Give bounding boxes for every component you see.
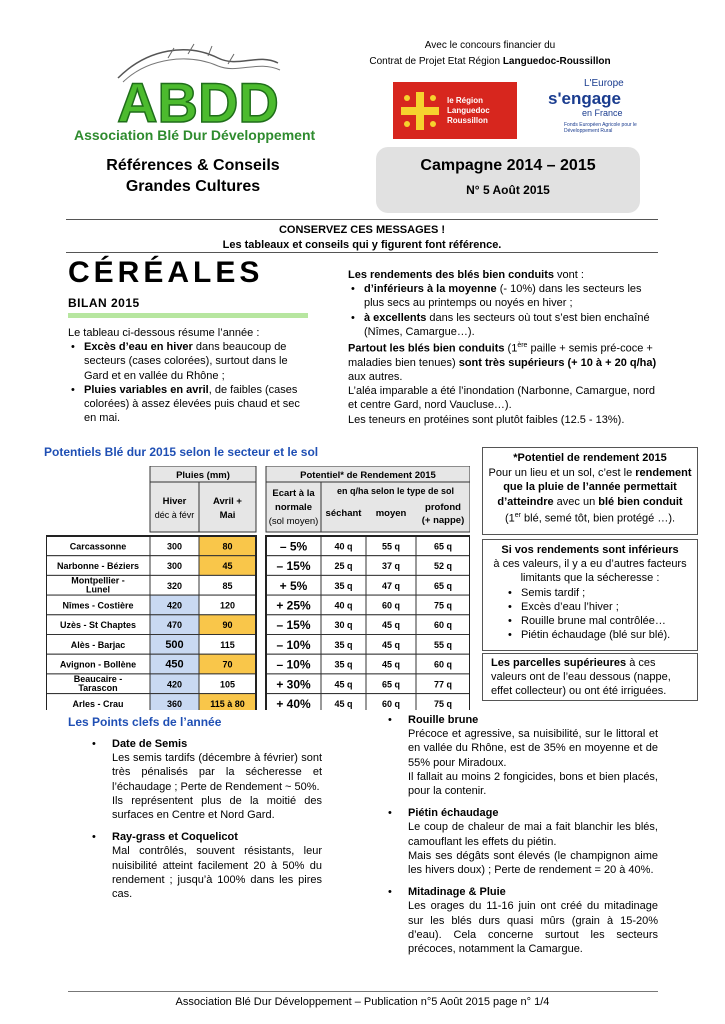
europe-logo: L'Europe s'engage en France Fonds Européen Agricole pour le Développement Rural bbox=[548, 78, 637, 134]
header-profond: profond bbox=[425, 502, 461, 513]
sector-label: Avignon - Bollène bbox=[59, 659, 137, 670]
intro-text: Le tableau ci-dessous résume l’année : • Excès d’eau en hiver dans beaucoup de secteurs (cases colorées), surtout dans le Gard et en vallée du Rhône ; • Pluies variables en avril, de faibles (cases colorées) à assez élevées puis chaud et sec en mai. bbox=[68, 326, 306, 425]
keypoint-body: Mais ses dégâts sont élevés (le champignon aime les hivers doux) ; Perte de rendement = 20 à 40%. bbox=[408, 849, 658, 877]
sechant-value: 35 q bbox=[334, 580, 353, 591]
sector-label: Montpellier - bbox=[71, 575, 125, 586]
profond-value: 55 q bbox=[433, 639, 453, 650]
keypoint-body: Mal contrôlés, souvent résistants, leur nuisibilité atteint facilement 20 à 50% du rendement ; jusqu’à 100% dans les pires cas. bbox=[112, 845, 322, 901]
keypoint-body: Les semis tardifs (décembre à février) sont très pénalisés par la sécheresse et l’échaudage ; Perte de Rendement ~ 50%. bbox=[112, 752, 322, 793]
header-avril-sub: Mai bbox=[219, 510, 236, 521]
keypoint-heading: • Mitadinage & Pluie bbox=[408, 886, 506, 899]
avril-value: 70 bbox=[222, 659, 233, 670]
header-ecart: (sol moyen) bbox=[268, 516, 319, 527]
sechant-value: 35 q bbox=[334, 639, 353, 650]
potentials-title: Potentiels Blé dur 2015 selon le secteur et le sol bbox=[44, 445, 319, 459]
hiver-value: 450 bbox=[165, 658, 184, 671]
region-logo: le Région Languedoc Roussillon bbox=[393, 82, 517, 139]
logo-subtitle: Association Blé Dur Développement bbox=[74, 127, 316, 143]
divider bbox=[66, 219, 658, 220]
sector-label: Tarascon bbox=[78, 682, 118, 693]
avril-value: 120 bbox=[219, 600, 236, 611]
potential-callout: *Potentiel de rendement 2015 Pour un lieu et un sol, c’est le rendement que la pluie de l’année permettait d’atteindre avec un blé bien conduit (1er blé, semé tôt, bien protégé …). bbox=[482, 447, 698, 535]
page-title: CÉRÉALES bbox=[68, 256, 264, 289]
section-title: BILAN 2015 bbox=[68, 296, 140, 310]
occitan-cross-icon bbox=[399, 90, 441, 132]
logo-text: ABDD bbox=[117, 71, 279, 128]
moyen-value: 45 q bbox=[381, 659, 401, 670]
avril-value: 115 à 80 bbox=[210, 698, 245, 709]
ecart-value: – 10% bbox=[276, 657, 311, 672]
header-hiver: Hiver bbox=[162, 496, 187, 507]
header-avril: Avril + bbox=[213, 496, 242, 507]
hiver-value: 360 bbox=[166, 698, 183, 709]
ecart-value: – 5% bbox=[279, 539, 308, 554]
keypoint-heading: • Ray-grass et Coquelicot bbox=[112, 831, 238, 844]
moyen-value: 47 q bbox=[381, 580, 401, 591]
sechant-value: 45 q bbox=[334, 698, 353, 709]
factor-item: • Piétin échaudage (blé sur blé). bbox=[505, 628, 689, 642]
header-sechant: séchant bbox=[325, 508, 362, 519]
footer: Association Blé Dur Développement – Publication n°5 Août 2015 page n° 1/4 bbox=[175, 996, 550, 1008]
keypoint-body: Ils représentent plus de la moitié des surfaces en Centre et Nord Gard. bbox=[112, 794, 322, 822]
sector-label: Nîmes - Costière bbox=[62, 600, 134, 611]
lower-yield-box: Si vos rendements sont inférieurs à ces valeurs, il y a eu d’autres facteurs limitants que la sécheresse : • Semis tardif ; • Excès d’eau l’hiver ; • Rouille brune mal contrôlée… • Piétin échaudage (blé sur blé). bbox=[482, 539, 698, 651]
profond-value: 75 q bbox=[433, 698, 453, 709]
ecart-value: + 5% bbox=[279, 578, 308, 593]
ecart-value: – 15% bbox=[276, 559, 311, 574]
sechant-value: 25 q bbox=[334, 561, 353, 572]
refs-title: Références & Conseils Grandes Cultures bbox=[106, 157, 280, 195]
keypoint-body: Il fallait au moins 2 fongicides, bons et bien placés, pour la contenir. bbox=[408, 770, 658, 798]
sector-label: Arles - Crau bbox=[72, 698, 124, 709]
factor-item: • Rouille brune mal contrôlée… bbox=[505, 614, 689, 628]
moyen-value: 55 q bbox=[381, 541, 401, 552]
sechant-value: 30 q bbox=[334, 620, 353, 631]
sector-label: Lunel bbox=[86, 584, 110, 595]
ecart-value: + 40% bbox=[276, 696, 311, 710]
header-pluies: Pluies (mm) bbox=[176, 470, 230, 481]
divider bbox=[66, 252, 658, 253]
sechant-value: 40 q bbox=[334, 600, 353, 611]
avril-value: 105 bbox=[219, 679, 236, 690]
section-underline bbox=[68, 313, 308, 318]
keypoint-body: Précoce et agressive, sa nuisibilité, sur le littoral et en vallée du Rhône, est de 35% en moyenne et de 55% pour Miradoux. bbox=[408, 728, 658, 769]
ecart-value: + 30% bbox=[276, 677, 311, 692]
hiver-value: 500 bbox=[165, 638, 184, 651]
keypoint-item bbox=[388, 806, 658, 877]
factor-item: • Semis tardif ; bbox=[505, 586, 689, 600]
profond-value: 65 q bbox=[433, 580, 453, 591]
campaign-box: Campagne 2014 – 2015 N° 5 Août 2015 bbox=[376, 147, 640, 213]
keypoint-body: Les orages du 11-16 juin ont créé du mitadinage sur les blés durs quasi mûrs (grain à 15-20% d’eau). Cela concerne surtout les secteurs précoces, notamment la Camargue. bbox=[408, 900, 658, 956]
factors-list bbox=[505, 586, 689, 643]
avril-value: 90 bbox=[222, 620, 233, 631]
ecart-value: – 10% bbox=[276, 637, 311, 652]
factor-item: • Excès d’eau l’hiver ; bbox=[505, 600, 689, 614]
ecart-value: + 25% bbox=[276, 598, 311, 613]
profond-value: 77 q bbox=[433, 679, 453, 690]
profond-value: 60 q bbox=[433, 659, 453, 670]
sector-label: Uzès - St Chaptes bbox=[59, 620, 137, 631]
keypoint-item bbox=[388, 713, 658, 798]
keypoint-item bbox=[388, 885, 658, 956]
notice: CONSERVEZ CES MESSAGES ! Les tableaux et conseils qui y figurent font référence. bbox=[222, 224, 502, 251]
upper-plots-box: Les parcelles supérieures à ces valeurs ont de l’eau dessous (nappe, effet collecteur) ou ont été irriguées. bbox=[482, 653, 698, 701]
header-ecart: normale bbox=[275, 502, 312, 513]
sector-label: Narbonne - Béziers bbox=[56, 561, 140, 572]
ecart-value: – 15% bbox=[276, 618, 311, 633]
footer-divider bbox=[68, 991, 658, 992]
moyen-value: 60 q bbox=[381, 600, 401, 611]
profond-value: 60 q bbox=[433, 620, 453, 631]
keypoint-item bbox=[92, 737, 322, 822]
profond-value: 75 q bbox=[433, 600, 453, 611]
funder-note: Avec le concours financier du Contrat de Projet Etat Région Languedoc-Roussillon bbox=[369, 40, 611, 67]
avril-value: 115 bbox=[220, 639, 235, 650]
sector-label: Alès - Barjac bbox=[70, 639, 126, 650]
keypoint-heading: • Piétin échaudage bbox=[408, 807, 499, 820]
hiver-value: 470 bbox=[166, 620, 183, 631]
sechant-value: 40 q bbox=[334, 541, 353, 552]
abdd-logo bbox=[108, 38, 288, 128]
header-sol: en q/ha selon le type de sol bbox=[336, 486, 455, 496]
avril-value: 80 bbox=[222, 541, 233, 552]
keypoints-title: Les Points clefs de l’année bbox=[68, 715, 222, 729]
hiver-value: 420 bbox=[166, 600, 183, 611]
sechant-value: 35 q bbox=[334, 659, 353, 670]
profond-value: 65 q bbox=[433, 541, 453, 552]
hiver-value: 420 bbox=[166, 679, 183, 690]
moyen-value: 60 q bbox=[381, 698, 401, 709]
moyen-value: 45 q bbox=[381, 639, 401, 650]
sechant-value: 45 q bbox=[334, 679, 353, 690]
potentials-table bbox=[46, 466, 470, 710]
hiver-value: 300 bbox=[166, 561, 183, 572]
header-ecart: Ecart à la bbox=[272, 488, 315, 499]
avril-value: 85 bbox=[222, 580, 233, 591]
header-hiver-sub: déc à févr bbox=[154, 510, 195, 520]
sector-label: Carcassonne bbox=[69, 541, 127, 552]
profond-value: 52 q bbox=[433, 561, 453, 572]
keypoint-heading: • Rouille brune bbox=[408, 714, 479, 726]
header-potentiel: Potentiel* de Rendement 2015 bbox=[300, 470, 436, 481]
keypoints-right bbox=[388, 713, 658, 964]
header-profond: (+ nappe) bbox=[421, 515, 465, 526]
rendements-text: Les rendements des blés bien conduits vont : • d’inférieurs à la moyenne (- 10%) dans les secteurs les plus secs au printemps ou noyés en hiver ; • à excellents dans les secteurs où tout s’est bien enchaîné (Nîmes, Camargue…). Partout les blés bien conduits (1ère paille + semis pré-coce + maladies bien tenues) sont très supérieurs (+ 10 à + 20 q/ha) aux autres. L’aléa imparable a été l’inondation (Narbonne, Camargue, nord et centre Gard, nord Vaucluse…). Les teneurs en protéines sont plutôt faibles (12.5 - 13%). bbox=[348, 268, 658, 427]
keypoints-left bbox=[92, 737, 322, 909]
moyen-value: 45 q bbox=[381, 620, 401, 631]
header-moyen: moyen bbox=[375, 508, 407, 519]
keypoint-body: Le coup de chaleur de mai a fait blanchir les blés, camouflant les effets du piétin. bbox=[408, 821, 658, 848]
moyen-value: 65 q bbox=[381, 679, 401, 690]
keypoint-heading: • Date de Semis bbox=[112, 738, 188, 750]
moyen-value: 37 q bbox=[381, 561, 401, 572]
avril-value: 45 bbox=[222, 561, 233, 572]
sector-label: Beaucaire - bbox=[73, 673, 123, 684]
hiver-value: 320 bbox=[166, 580, 183, 591]
hiver-value: 300 bbox=[166, 541, 183, 552]
keypoint-item bbox=[92, 830, 322, 901]
